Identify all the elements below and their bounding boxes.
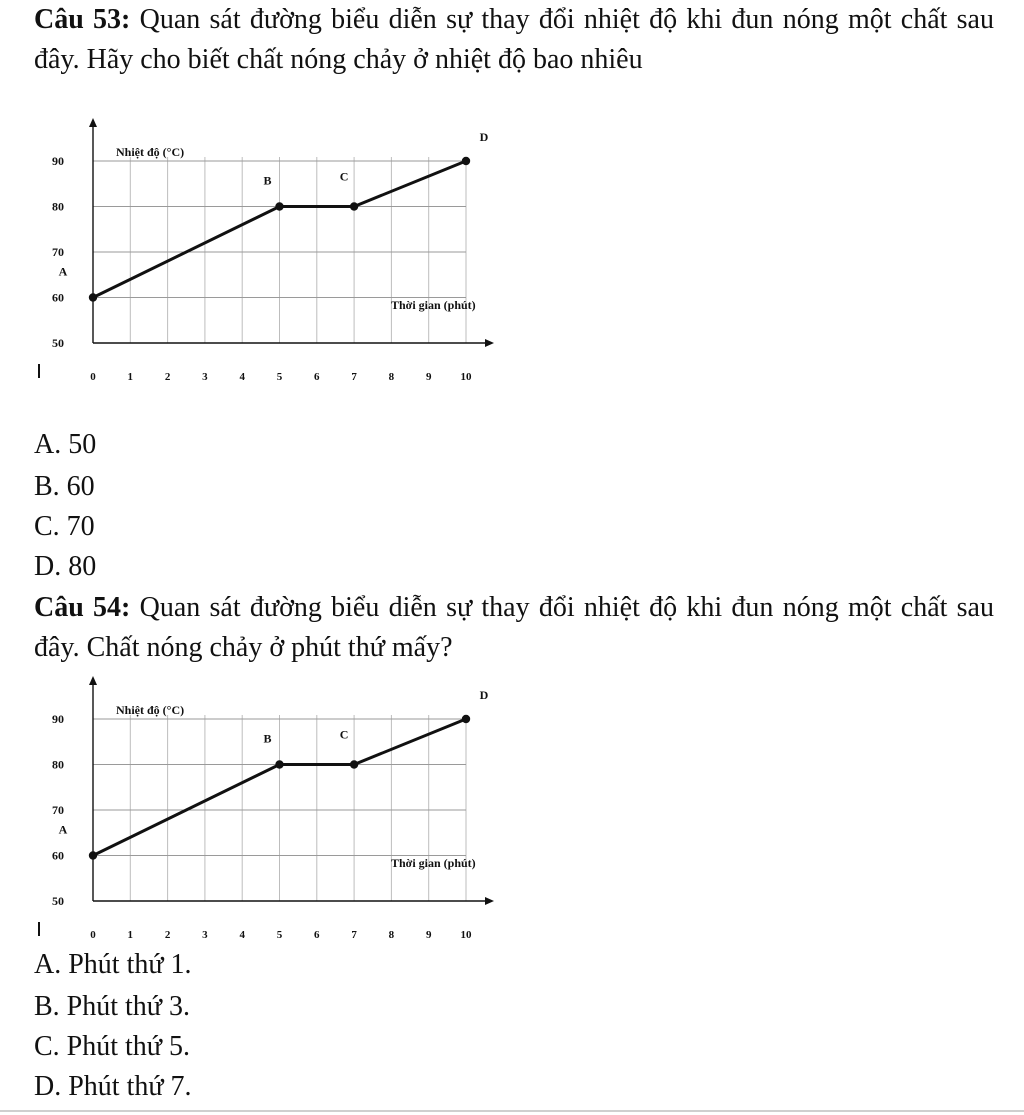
data-point-b [275,202,283,210]
data-point-c [350,202,358,210]
x-axis-title: Thời gian (phút) [391,298,476,312]
y-tick-label: 70 [52,245,64,259]
y-tick-label: 50 [52,894,64,908]
question-53-text [34,0,994,80]
y-axis-arrow [89,676,97,685]
y-tick-label: 90 [52,712,64,726]
data-point-d [462,715,470,723]
x-tick-label: 10 [460,929,472,941]
x-tick-label: 3 [202,929,208,941]
x-tick-label: 0 [90,371,96,383]
x-axis-arrow [485,339,494,347]
point-label-c: C [339,169,349,184]
q54-option-d[interactable]: D. Phút thứ 7. [34,1071,192,1102]
data-point-b [275,760,283,768]
question-53-number: Câu 53: [34,4,131,35]
q54-option-c[interactable]: C. Phút thứ 5. [34,1031,190,1062]
x-tick-label: 7 [351,371,357,383]
q54-option-b[interactable]: B. Phút thứ 3. [34,991,190,1022]
x-tick-label: 7 [351,929,357,941]
x-tick-label: 10 [460,371,472,383]
axis-marker-bar [38,364,40,378]
y-tick-label: 50 [52,336,64,350]
question-53-body: Quan sát đường biểu diễn sự thay đổi nhiệt độ khi đun nóng một chất sau đây. Hãy cho biết chất nóng chảy ở nhiệt độ bao nhiêu [34,4,994,75]
y-tick-label: 80 [52,199,64,214]
q53-option-c[interactable]: C. 70 [34,511,95,542]
y-tick-label: 70 [52,803,64,817]
x-tick-label: 5 [276,929,283,941]
x-tick-label: 0 [90,929,96,941]
question-53-chart [0,110,520,390]
x-tick-label: 9 [425,371,432,383]
y-axis-title: Nhiệt độ (°C) [116,145,185,159]
x-tick-label: 6 [314,371,320,383]
q53-option-d[interactable]: D. 80 [34,551,97,582]
y-axis-arrow [89,118,97,127]
data-point-a [89,851,97,859]
x-tick-label: 2 [164,371,171,383]
x-tick-label: 8 [388,371,395,383]
question-54-body: Quan sát đường biểu diễn sự thay đổi nhiệt độ khi đun nóng một chất sau đây. Chất nóng chảy ở phút thứ mấy? [34,592,994,663]
x-tick-label: 2 [164,929,171,941]
question-54-chart [0,668,520,948]
x-axis-arrow [485,897,494,905]
point-label-d: D [479,130,489,144]
point-label-d: D [479,688,489,702]
data-point-c [350,760,358,768]
x-tick-label: 4 [239,371,245,383]
axis-marker-bar [38,922,40,936]
point-label-b: B [263,173,272,188]
bottom-divider [0,1110,1024,1112]
y-tick-label: 60 [52,848,64,863]
y-tick-label: 90 [52,154,64,168]
q53-option-a[interactable]: A. 50 [34,429,97,460]
data-point-a [89,293,97,301]
y-tick-label: 80 [52,757,64,772]
x-tick-label: 4 [239,929,245,941]
point-label-c: C [339,727,349,742]
question-54-number: Câu 54: [34,592,131,623]
q53-option-b[interactable]: B. 60 [34,471,95,502]
x-tick-label: 3 [202,371,208,383]
y-tick-label: 60 [52,290,64,305]
x-tick-label: 6 [314,929,320,941]
x-tick-label: 1 [127,371,134,383]
y-axis-title: Nhiệt độ (°C) [116,703,185,717]
point-label-b: B [263,731,272,746]
x-axis-title: Thời gian (phút) [391,856,476,870]
x-tick-label: 8 [388,929,395,941]
point-label-a: A [58,264,68,279]
question-54-text [34,588,994,668]
x-tick-label: 9 [425,929,432,941]
q54-option-a[interactable]: A. Phút thứ 1. [34,949,192,980]
x-tick-label: 5 [276,371,283,383]
point-label-a: A [58,822,68,837]
data-point-d [462,157,470,165]
x-tick-label: 1 [127,929,134,941]
